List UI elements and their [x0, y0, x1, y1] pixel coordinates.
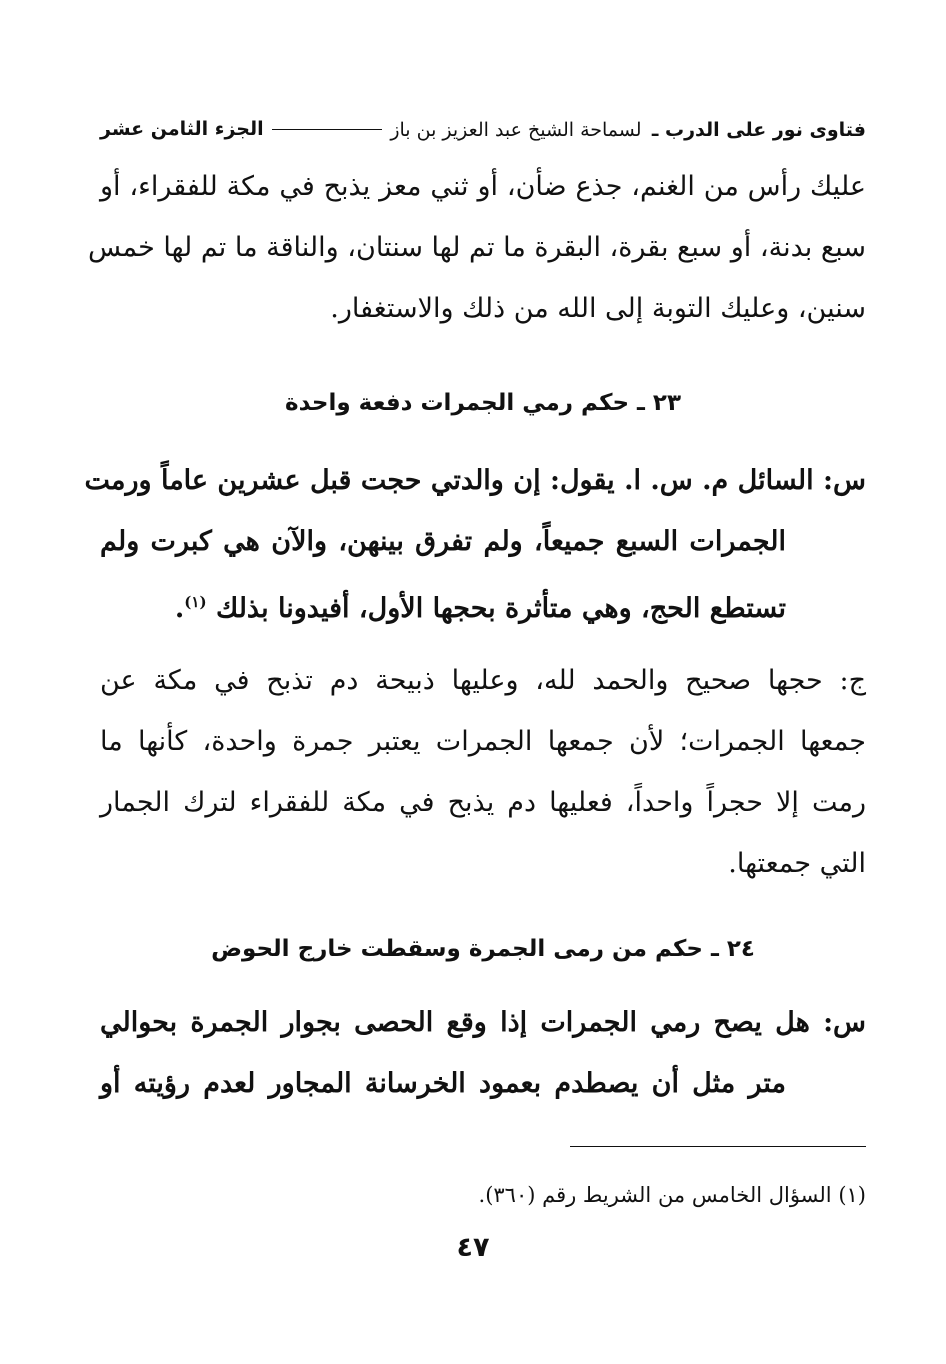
footnote-marker: (١)	[184, 593, 207, 611]
text-line: س: السائل م. س. ا. يقول: إن والدتي حجت قبل عشرين عاماً ورمت	[84, 465, 866, 496]
header-book-title: فتاوى نور على الدرب ـ	[651, 119, 866, 141]
section-24-heading: ٢٤ ـ حكم من رمى الجمرة وسقطت خارج الحوض	[211, 936, 755, 962]
header-volume: الجزء الثامن عشر	[100, 118, 264, 140]
text-line: التي جمعتها.	[728, 848, 866, 879]
text-line: سبع بدنة، أو سبع بقرة، البقرة ما تم لها سنتان، والناقة ما تم لها خمس	[88, 232, 866, 263]
header-rule	[272, 129, 383, 130]
text-line: جمعها الجمرات؛ لأن جمعها الجمرات يعتبر جمرة واحدة، كأنها ما	[100, 726, 866, 757]
page-number: ٤٧	[456, 1232, 490, 1263]
text-line: عليك رأس من الغنم، جذع ضأن، أو ثني معز يذبح في مكة للفقراء، أو	[100, 171, 866, 202]
section-23-question	[84, 450, 866, 633]
text-line: س: هل يصح رمي الجمرات إذا وقع الحصى بجوار الجمرة بحوالي	[100, 1007, 866, 1038]
text-line: سنين، وعليك التوبة إلى الله من ذلك والاستغفار.	[330, 293, 866, 324]
footnote: (١) السؤال الخامس من الشريط رقم (٣٦٠).	[478, 1183, 866, 1207]
text-line: متر مثل أن يصطدم بعمود الخرسانة المجاور لعدم رؤيته أو	[100, 1068, 786, 1099]
intro-paragraph	[88, 156, 866, 339]
section-23-heading: ٢٣ ـ حكم رمي الجمرات دفعة واحدة	[285, 390, 681, 416]
text-line: الجمرات السبع جميعاً، ولم تفرق بينهن، والآن هي كبرت ولم	[100, 526, 786, 557]
text-line: رمت إلا حجراً واحداً، فعليها دم يذبح في مكة للفقراء لترك الجمار	[100, 787, 866, 818]
text-line: تستطع الحج، وهي متأثرة بحجها الأول، أفيدونا بذلك $^{(١)}$.	[174, 593, 786, 624]
running-header	[100, 112, 866, 146]
header-book-and-author	[390, 117, 866, 141]
header-author: لسماحة الشيخ عبد العزيز بن باز	[390, 119, 642, 141]
section-23-answer	[100, 650, 866, 894]
text-line: ج: حجها صحيح والحمد لله، وعليها ذبيحة دم تذبح في مكة عن	[100, 665, 866, 696]
section-24-question	[100, 992, 866, 1114]
footnote-separator	[570, 1146, 866, 1147]
